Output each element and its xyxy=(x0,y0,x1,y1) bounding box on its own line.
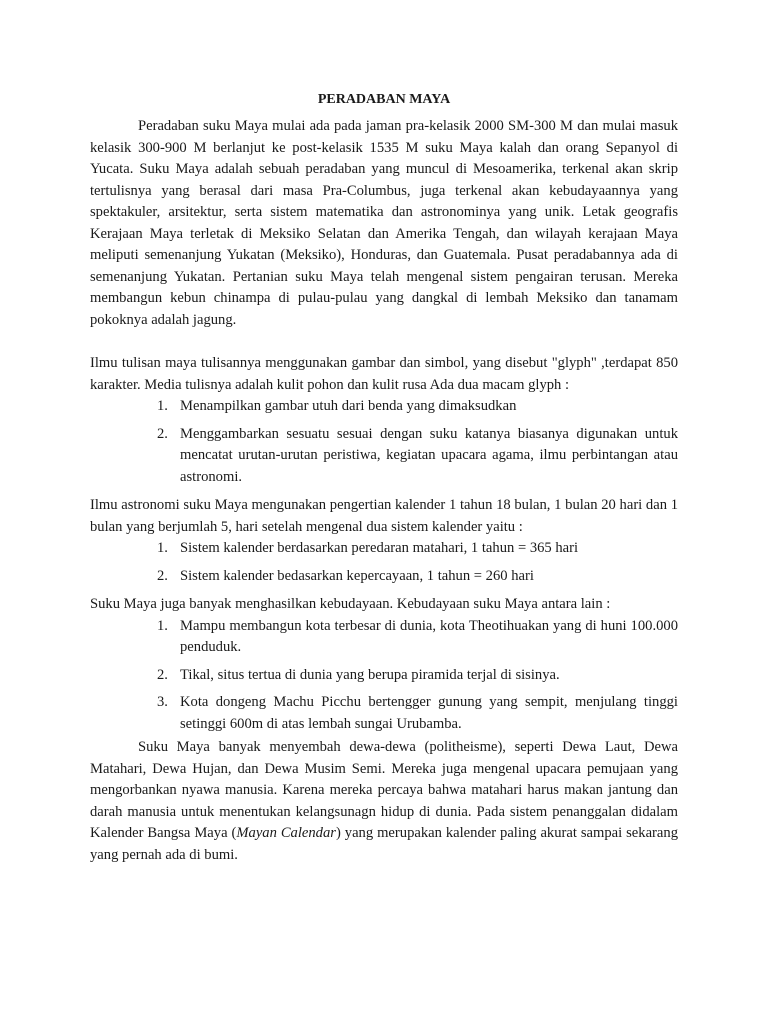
list-item xyxy=(90,538,678,560)
list-number: 2. xyxy=(157,567,168,584)
religion-text-end: ) yang merupakan kalender paling akurat sampai sekarang yang pernah ada di bumi. xyxy=(90,825,678,863)
list-number: 1. xyxy=(157,617,168,634)
paragraph-culture: Suku Maya juga banyak menghasilkan kebudayaan. Kebudayaan suku Maya antara lain : xyxy=(90,596,611,612)
list-number: 2. xyxy=(157,425,168,442)
paragraph-writing: Ilmu tulisan maya tulisannya menggunakan gambar dan simbol, yang disebut "glyph" ,terdapat 850 karakter. Media tulisnya adalah kulit pohon dan kulit rusa Ada dua macam glyph : xyxy=(90,355,678,393)
list-text: Sistem kalender bedasarkan kepercayaan, 1 tahun = 260 hari xyxy=(180,567,534,584)
list-number: 1. xyxy=(157,398,168,414)
calendar-list xyxy=(90,538,678,587)
list-text: Menggambarkan sesuatu sesuai dengan suku katanya biasanya digunakan untuk mencatat urutan-urutan peristiwa, kegiatan upacara agama, ilmu perbintangan atau astronomi. xyxy=(180,425,678,485)
list-item xyxy=(90,424,678,489)
list-text: Tikal, situs tertua di dunia yang berupa piramida terjal di sisinya. xyxy=(180,666,560,683)
culture-list xyxy=(90,616,678,736)
paragraph-religion xyxy=(90,737,678,866)
religion-text-start: Suku Maya banyak menyembah dewa-dewa (politheisme), seperti Dewa Laut, Dewa Matahari, Dewa Hujan, dan Dewa Musim Semi. Mereka juga mengenal upacara pemujaan yang mengorbankan nyawa manusia. Karena mereka percaya bahwa matahari harus makan jantung dan darah manusia untuk menentukan kelangsunagn hidup di dunia. Pada sistem penanggalan didalam Kalender Bangsa Maya ( xyxy=(90,739,678,841)
paragraph-intro: Peradaban suku Maya mulai ada pada jaman pra-kelasik 2000 SM-300 M dan mulai masuk kelasik 300-900 M berlanjut ke post-kelasik 1535 M suku Maya kalah dan orang Sepanyol di Yucata. Suku Maya adalah sebuah peradaban yang muncul di Mesoamerika, terkenal akan skrip tertulisnya yang berasal dari masa Pra-Columbus, juga terkenal akan kebudayaannya yang spektakuler, arsitektur, serta sistem matematika dan astronominya yang unik. Letak geografis Kerajaan Maya terletak di Meksiko Selatan dan Amerika Tengah, dan wilayah kerajaan Maya meliputi semenanjung Yukatan (Meksiko), Honduras, dan Guatemala. Pusat peradabannya ada di semenanjung Yukatan. Pertanian suku Maya telah mengenal sistem pengairan terusan. Mereka membangun kebun chinampa di pulau-pulau yang dangkal di lembah Meksiko dan tanamam pokoknya adalah jagung. xyxy=(90,118,678,328)
document-title: PERADABAN MAYA xyxy=(317,92,451,107)
glyph-list xyxy=(90,396,678,488)
document-page xyxy=(90,88,678,866)
list-number: 3. xyxy=(157,694,168,710)
list-item xyxy=(90,665,678,687)
list-item xyxy=(90,616,678,659)
list-text: Mampu membangun kota terbesar di dunia, kota Theotihuakan yang di huni 100.000 penduduk. xyxy=(180,617,678,655)
list-item xyxy=(90,692,678,735)
list-number: 1. xyxy=(157,540,168,556)
list-text: Menampilkan gambar utuh dari benda yang dimaksudkan xyxy=(180,398,517,414)
mayan-calendar-term: Mayan Calendar xyxy=(236,825,336,841)
paragraph-astronomy: Ilmu astronomi suku Maya mengunakan pengertian kalender 1 tahun 18 bulan, 1 bulan 20 hari dan 1 bulan yang berjumlah 5, hari setelah mengenal dua sistem kalender yaitu : xyxy=(90,497,678,535)
list-item xyxy=(90,396,678,418)
list-number: 2. xyxy=(157,666,168,683)
list-item xyxy=(90,566,678,588)
list-text: Sistem kalender berdasarkan peredaran matahari, 1 tahun = 365 hari xyxy=(180,540,579,556)
list-text: Kota dongeng Machu Picchu bertengger gunung yang sempit, menjulang tinggi setinggi 600m di atas lembah sungai Urubamba. xyxy=(180,694,678,732)
